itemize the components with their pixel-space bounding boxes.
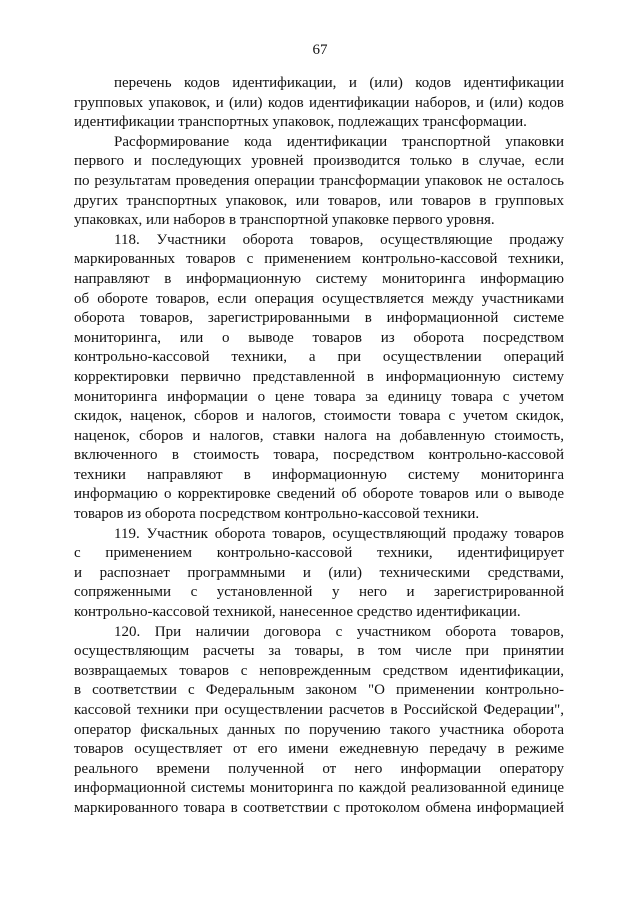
text-line: других транспортных упаковок, или товаров, или товаров в групповых (74, 192, 564, 209)
text-line: по результатам проведения операции трансформации упаковок не осталось (74, 172, 564, 189)
text-line: кассовой техники при осуществлении расчетов в Российской Федерации", (74, 702, 564, 718)
text-line: маркированных товаров с применением контрольно-кассовой техники, (74, 251, 564, 268)
text-line: наценок, сборов и налогов, ставки налога на добавленную стоимость, (74, 427, 564, 444)
page-number: 67 (312, 42, 328, 58)
text-line: упаковках, или наборов в транспортной упаковке первого уровня. (74, 212, 495, 229)
text-line: реального времени полученной от него информации оператору (74, 760, 564, 777)
text-line: мониторинга информации о цене товара за единицу товара с учетом (74, 388, 564, 405)
text-line: в соответствии с Федеральным законом "О применении контрольно- (74, 682, 564, 699)
text-line: об обороте товаров, если операция осуществляется между участниками (74, 290, 564, 307)
text-line: контрольно-кассовой техники, а при осуществлении операций (74, 349, 564, 366)
text-line: групповых упаковок, и (или) кодов идентификации наборов, и (или) кодов (74, 94, 564, 111)
text-line: осуществляющим расчеты за товары, в том числе при принятии (74, 643, 564, 660)
text-line: включенного в стоимость товара, посредством контрольно-кассовой (74, 447, 564, 464)
text-line: техники направляют в информационную систему мониторинга (74, 466, 564, 483)
text-line: перечень кодов идентификации, и (или) кодов идентификации (114, 75, 564, 91)
text-line: контрольно-кассовой техникой, нанесенное средство идентификации. (74, 604, 521, 621)
text-line: и распознает программными и (или) техническими средствами, (74, 564, 564, 581)
text-line: сопряженными с установленной у него и зарегистрированной (74, 584, 564, 601)
text-line: мониторинга, или о выводе товаров из оборота посредством (74, 329, 564, 346)
text-line: Расформирование кода идентификации транспортной упаковки (114, 133, 564, 150)
text-line: информацию о корректировке сведений об обороте товаров или о выводе (74, 486, 564, 503)
text-line: с применением контрольно-кассовой техники, идентифицирует (74, 545, 564, 562)
text-line: оборота товаров, зарегистрированными в информационной системе (74, 310, 564, 327)
text-line: 118. Участники оборота товаров, осуществляющие продажу (114, 231, 564, 248)
text-line: товаров из оборота посредством контрольно-кассовой техники. (74, 506, 480, 523)
text-line: 119. Участник оборота товаров, осуществляющий продажу товаров (114, 525, 564, 542)
text-line: возвращаемых товаров с неповрежденным средством идентификации, (74, 662, 564, 679)
text-line: информационной системы мониторинга по каждой реализованной единице (74, 780, 564, 797)
text-line: оператор фискальных данных по поручению такого участника оборота (74, 721, 564, 738)
text-line: маркированного товара в соответствии с протоколом обмена информацией (74, 799, 564, 816)
text-line: идентификации транспортных упаковок, подлежащих трансформации. (74, 114, 527, 131)
text-line: направляют в информационную систему мониторинга информацию (74, 270, 564, 287)
text-line: товаров осуществляет от его имени ежедневную передачу в режиме (74, 741, 564, 758)
text-line: 120. При наличии договора с участником оборота товаров, (114, 623, 564, 640)
text-line: скидок, наценок, сборов и налогов, стоимости товара с учетом скидок, (74, 408, 564, 425)
text-line: корректировки первично представленной в информационную систему (74, 368, 564, 385)
text-line: первого и последующих уровней производится только в случае, если (74, 153, 564, 170)
body-text (74, 74, 564, 819)
